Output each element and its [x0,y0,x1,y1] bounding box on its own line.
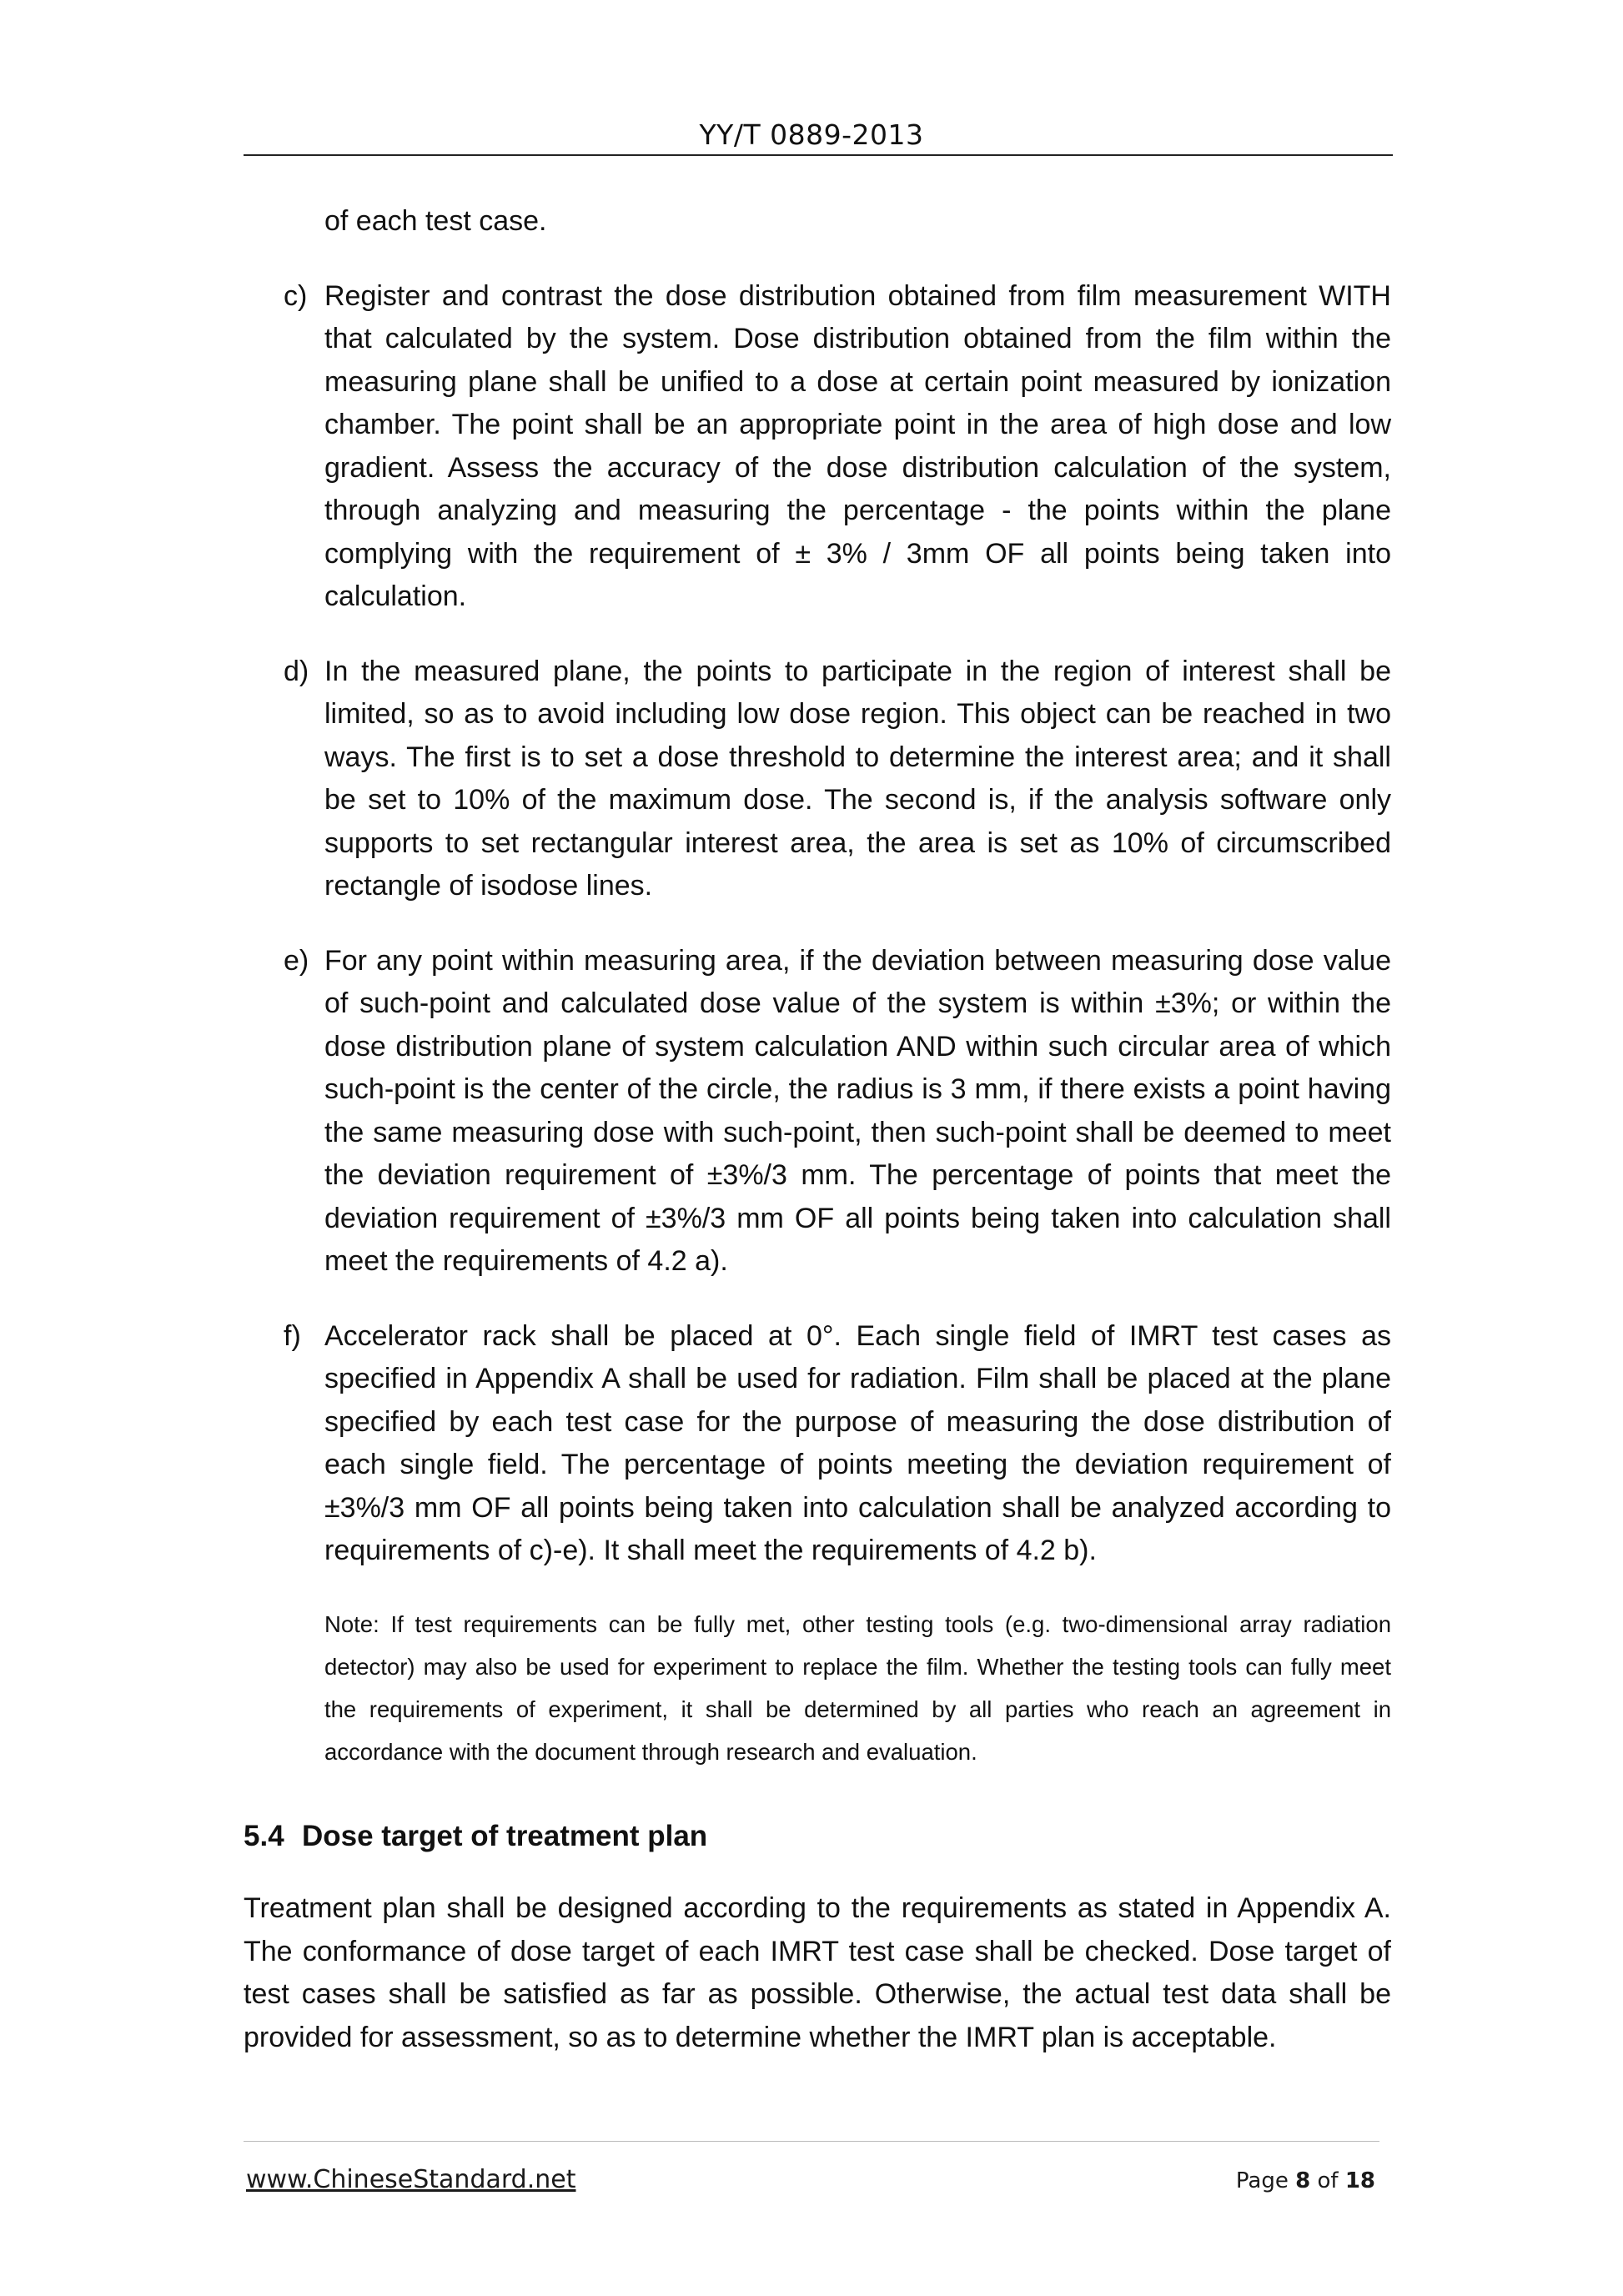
note-paragraph: Note: If test requirements can be fully met, other testing tools (e.g. two-dimensional array radiation detector) may also be used for experiment to replace the film. Whether the testing tools can fully meet the requirements of experiment, it shall be determined by all parties who reach an agreement in accordance with the document through research and evaluation. [324,1610,1391,1765]
section-title: Dose target of treatment plan [302,1819,708,1852]
section-body: Treatment plan shall be designed according to the requirements as stated in Appendix A. The conformance of dose target of each IMRT test case shall be checked. Dose target of test cases shall be satisfied as far as possible. Otherwise, the actual test data shall be provided for assessment, so as to determine whether the IMRT plan is acceptable. [244,1892,1391,2053]
list-marker: f) [284,1319,301,1352]
list-item-text: Accelerator rack shall be placed at 0°. Each single field of IMRT test cases as specified in Appendix A shall be used for radiation. Film shall be placed at the plane specified by each test case for the purpose of measuring the dose distribution of each single field. The percentage of points meeting the deviation requirement of ±3%/3 mm OF all points being taken into calculation shall be analyzed according to requirements of c)-e). It shall meet the requirements of 4.2 b). [324,1319,1391,1566]
section-number: 5.4 [244,1819,284,1852]
list-item-d [244,651,1391,908]
page-of: of [1317,2168,1339,2193]
list-item-f [244,1315,1391,1573]
footer-divider [244,2141,1379,2142]
list-item-text: In the measured plane, the points to participate in the region of interest shall be limited, so as to avoid including low dose region. This object can be reached in two ways. The first is to set a dose threshold to determine the interest area; and it shall be set to 10% of the maximum dose. The second is, if the analysis software only supports to set rectangular interest area, the area is set as 10% of circumscribed rectangle of isodose lines. [324,655,1391,902]
page-total: 18 [1344,2168,1375,2193]
section-heading [244,1815,1391,1858]
list-marker: e) [284,944,309,977]
page-label: Page [1235,2168,1289,2193]
page-current: 8 [1295,2168,1311,2193]
page-number [1236,2168,1375,2193]
list-item-text: Register and contrast the dose distribution obtained from film measurement WITH that calculated by the system. Dose distribution obtained from the film within the measuring plane shall be unified to a dose at certain point measured by ionization chamber. The point shall be an appropriate point in the area of high dose and low gradient. Assess the accuracy of the dose distribution calculation of the system, through analyzing and measuring the percentage - the points within the plane complying with the requirement of ± 3% / 3mm OF all points being taken into calculation. [324,279,1391,612]
page-content [244,200,1391,2059]
list-marker: d) [284,655,309,687]
header-divider [244,154,1393,156]
footer-website-link[interactable]: www.ChineseStandard.net [246,2165,576,2194]
document-header-title: YY/T 0889-2013 [699,118,924,151]
list-marker: c) [284,279,308,312]
list-item-e [244,940,1391,1284]
continuation-text: of each test case. [324,205,547,237]
list-item-text: For any point within measuring area, if the deviation between measuring dose value of such-point and calculated dose value of the system is within ±3%; or within the dose distribution plane of system calculation AND within such circular area of which such-point is the center of the circle, the radius is 3 mm, if there exists a point having the same measuring dose with such-point, then such-point shall be deemed to meet the deviation requirement of ±3%/3 mm. The percentage of points that meet the deviation requirement of ±3%/3 mm OF all points being taken into calculation shall meet the requirements of 4.2 a). [324,944,1391,1277]
list-item-c [244,275,1391,619]
